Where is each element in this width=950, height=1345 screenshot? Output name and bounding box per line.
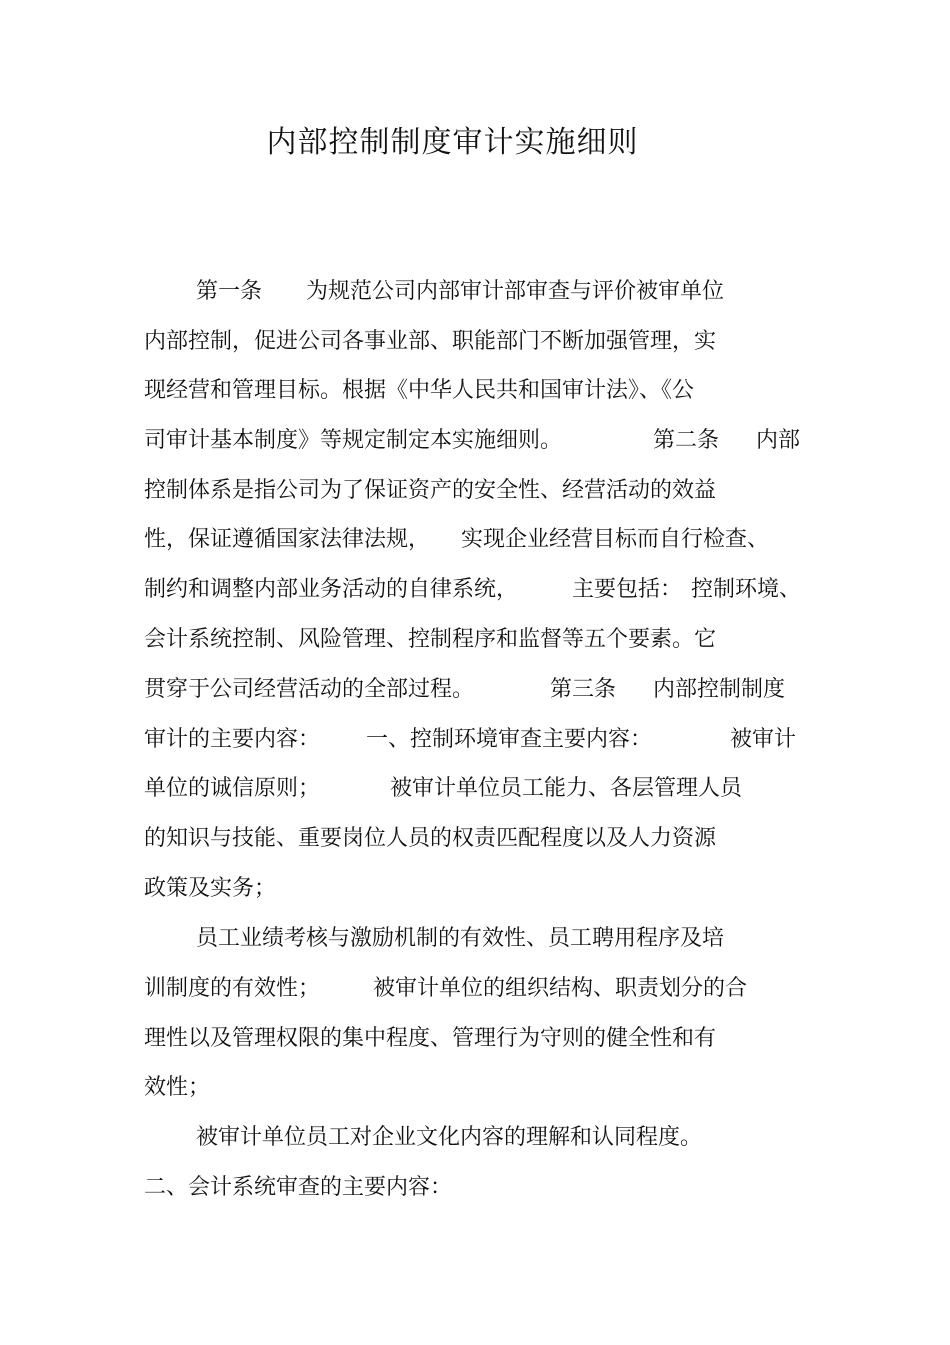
text-line: 内部控制，促进公司各事业部、职能部门不断加强管理，实 (144, 329, 717, 354)
text-line: 被审计单位员工对企业文化内容的理解和认同程度。 (196, 1125, 703, 1150)
text-line: 效性； (144, 1075, 211, 1100)
text-line: 单位的诚信原则； (144, 776, 321, 801)
text-line: 内部控制制度 (653, 677, 786, 702)
text-line: 员工业绩考核与激励机制的有效性、员工聘用程序及培 (196, 926, 725, 951)
text-line: 的知识与技能、重要岗位人员的权责匹配程度以及人力资源 (144, 826, 717, 851)
text-line: 控制体系是指公司为了保证资产的安全性、经营活动的效益 (144, 478, 717, 503)
text-line: 贯穿于公司经营活动的全部过程。 (144, 677, 475, 702)
text-line: 制约和调整内部业务活动的自律系统， (144, 577, 519, 602)
text-line: 被审计单位员工能力、各层管理人员 (390, 776, 743, 801)
text-line: 政策及实务； (144, 876, 277, 901)
text-line: 实现企业经营目标而自行检查、 (461, 527, 770, 552)
text-line: 司审计基本制度》等规定制定本实施细则。 (144, 428, 563, 453)
text-line: 第三条 (550, 677, 617, 702)
text-line: 第二条 (653, 428, 720, 453)
text-line: 现经营和管理目标。根据《中华人民共和国审计法》、《公 (144, 378, 695, 403)
text-line: 被审计 (730, 727, 797, 752)
text-line: 理性以及管理权限的集中程度、管理行为守则的健全性和有 (144, 1026, 717, 1051)
text-line: 主要包括： (572, 577, 683, 602)
text-line: 控制环境、 (691, 577, 802, 602)
text-line: 审计的主要内容： (144, 727, 321, 752)
text-line: 第一条 为规范公司内部审计部审查与评价被审单位 (196, 279, 725, 304)
document-title: 内部控制制度审计实施细则 (266, 125, 639, 160)
text-line: 会计系统控制、风险管理、控制程序和监督等五个要素。它 (144, 627, 717, 652)
text-line: 被审计单位的组织结构、职责划分的合 (373, 976, 748, 1001)
text-line: 一、控制环境审查主要内容： (366, 727, 653, 752)
text-line: 二、会计系统审查的主要内容： (144, 1175, 453, 1200)
text-line: 内部 (756, 428, 801, 453)
text-line: 性，保证遵循国家法律法规， (144, 527, 431, 552)
text-line: 训制度的有效性； (144, 976, 321, 1001)
